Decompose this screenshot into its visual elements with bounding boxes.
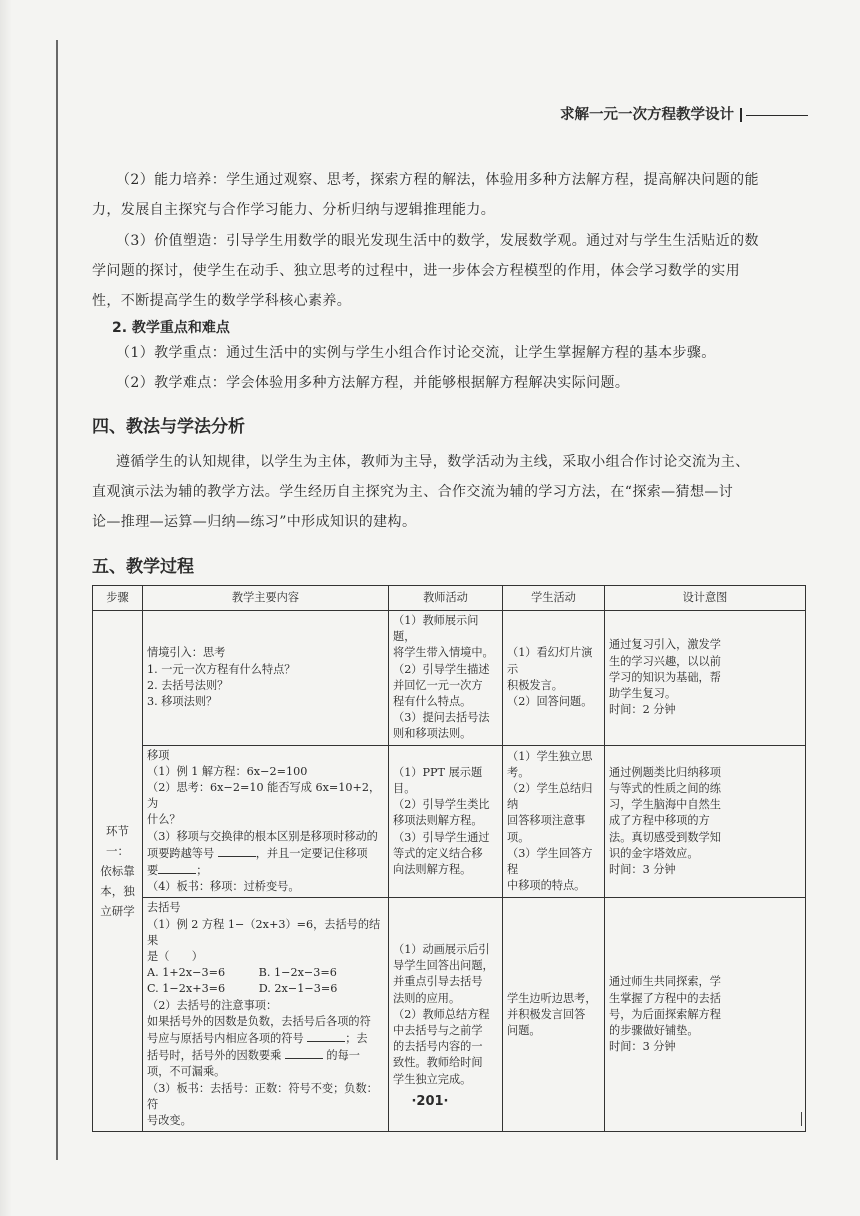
cell-line: 助学生复习。: [609, 686, 677, 700]
cell-line: [147, 1047, 384, 1064]
student-cell: [503, 745, 605, 898]
cell-line: （2）去括号的注意事项：: [147, 998, 278, 1012]
teacher-cell: [389, 611, 503, 746]
cell-line: 通过师生共同探索，学: [609, 975, 721, 989]
cell-line: 时间：2 分钟: [609, 703, 676, 717]
cell-line: （3）引导学生通过: [393, 830, 490, 844]
cell-line: 情境引入：思考: [147, 646, 226, 660]
teaching-process-table: [92, 585, 806, 1132]
text-line: （1）教学重点：通过生活中的实例与学生小组合作讨论交流，让学生掌握解方程的基本步骤。: [116, 345, 716, 361]
text-line: （2）能力培养：学生通过观察、思考，探索方程的解法，体验用多种方法解方程，提高解决问题的能: [116, 172, 759, 188]
cell-line: 3. 移项法则？: [147, 695, 218, 709]
content-cell: [143, 611, 389, 746]
cell-line: 的去括号内容的一: [393, 1040, 483, 1054]
cell-line: 成了方程中移项的方: [609, 814, 710, 828]
cell-line: 什么？: [147, 813, 181, 827]
cell-line: 时间：3 分钟: [609, 1040, 676, 1054]
cell-line: 1. 一元一次方程有什么特点？: [147, 662, 296, 676]
cell-line: （1）教师展示问题，: [393, 614, 479, 644]
cell-line: （1）例 2 方程 1−（2x+3）=6，去括号的结果: [147, 917, 381, 947]
running-header: [560, 103, 810, 124]
cell-line: （1）学生独立思考。: [507, 749, 593, 779]
cell-line: C. 1−2x+3=6 D. 2x−1−3=6: [147, 982, 338, 996]
step-label-line: 本，独: [100, 884, 135, 899]
cell-line: A. 1+2x−3=6 B. 1−2x−3=6: [147, 966, 337, 980]
header-bar: [740, 108, 742, 122]
content-cell: [143, 745, 389, 898]
cell-line: （4）板书：移项：过桥变号。: [147, 880, 300, 894]
ability-paragraph: [92, 165, 804, 225]
cell-line: 法。真切感受到数学知: [609, 830, 721, 844]
step-label-line: 依标靠: [100, 864, 135, 879]
cell-line: 回答移项注意事项。: [507, 814, 586, 844]
cell-line: 时间：3 分钟: [609, 863, 676, 877]
cell-line: 学习的知识为基础，帮: [609, 670, 721, 684]
cell-line: （1）动画展示后引: [393, 942, 490, 956]
cell-line: 生掌握了方程中的去括: [609, 991, 721, 1005]
cell-line: 则和移项法则。: [393, 727, 472, 741]
header-rule: [746, 115, 808, 116]
section-4-title: 四、教法与学法分析: [92, 417, 245, 437]
cell-line: 中移项的特点。: [507, 879, 586, 893]
cell-line: （2）学生总结归纳: [507, 782, 593, 812]
cell-line: 号，为后面探索解方程: [609, 1007, 721, 1021]
fill-blank: [307, 1030, 345, 1042]
column-header: 教学主要内容: [143, 586, 389, 611]
running-header-title: 求解一元一次方程教学设计: [560, 107, 734, 123]
text-line: （3）价值塑造：引导学生用数学的眼光发现生活中的数学，发展数学观。通过对与学生生活贴近的数: [116, 233, 759, 249]
column-header: 教师活动: [389, 586, 503, 611]
column-header: 步骤: [93, 586, 143, 611]
cell-line: 移项: [147, 748, 170, 762]
cell-line: 等式的定义结合移: [393, 846, 483, 860]
intent-cell: [605, 611, 806, 746]
text-line: 学问题的探讨，使学生在动手、独立思考的过程中，进一步体会方程模型的作用，体会学习数学的实用: [92, 263, 740, 279]
value-paragraph: [92, 226, 804, 316]
table-row: [93, 745, 806, 898]
cell-text: 要: [147, 864, 159, 878]
step-label-line: 立研学: [100, 904, 135, 919]
teacher-cell: [389, 745, 503, 898]
cell-line: 通过复习引入，激发学: [609, 638, 721, 652]
cell-line: （2）思考：6x−2=10 能否写成 6x=10+2，为: [147, 781, 381, 811]
cell-line: 导学生回答出问题，: [393, 959, 494, 973]
text-line: 论—推理—运算—归纳—练习”中形成知识的建构。: [92, 514, 417, 530]
cell-line: 与等式的性质之间的练: [609, 782, 721, 796]
step-label-line: 环节一：: [106, 824, 129, 859]
cell-line: 将学生带入情境中。: [393, 646, 494, 660]
cell-line: 通过例题类比归纳移项: [609, 765, 721, 779]
cell-line: （2）引导学生类比: [393, 798, 490, 812]
cell-line: （3）学生回答方程: [507, 846, 593, 877]
table-header-row: [93, 586, 806, 611]
cell-line: （3）移项与交换律的根本区别是移项时移动的: [147, 829, 378, 843]
cell-line: （1）PPT 展示题目。: [393, 765, 483, 796]
cell-line: [147, 845, 384, 862]
binding-edge: [56, 40, 58, 1160]
cell-line: 号改变。: [147, 1114, 192, 1128]
key-points-heading: 2. 教学重点和难点: [112, 320, 230, 336]
cell-line: 致性。教师给时间: [393, 1056, 483, 1070]
cell-line: 积极发言。: [507, 678, 563, 692]
fill-blank: [158, 862, 196, 874]
column-header: 设计意图: [605, 586, 806, 611]
cell-line: [147, 862, 384, 879]
text-line: 力，发展自主探究与合作学习能力、分析归纳与逻辑推理能力。: [92, 202, 496, 218]
key-point-paragraph: [92, 338, 804, 368]
cell-line: （2）回答问题。: [507, 695, 593, 709]
cell-line: 程有什么特点。: [393, 695, 472, 709]
cell-text: ；: [196, 864, 208, 878]
cell-line: 向法则解方程。: [393, 863, 472, 877]
fill-blank: [285, 1047, 323, 1059]
cell-line: 的步骤做好铺垫。: [609, 1023, 699, 1037]
cell-text: 括号时，括号外的因数要乘: [147, 1049, 282, 1063]
cell-text: 的每一: [326, 1049, 360, 1063]
text-line: 直观演示法为辅的教学方法。学生经历自主探究为主、合作交流为辅的学习方法，在“探索—猜想—讨: [92, 484, 734, 500]
cell-line: 识的金字塔效应。: [609, 846, 699, 860]
page-shadow: [0, 0, 12, 1216]
cell-line: 移项法则解方程。: [393, 814, 483, 828]
cell-line: 2. 去括号法则？: [147, 678, 229, 692]
cell-line: 并重点引导去括号: [393, 975, 483, 989]
cell-line: 问题。: [507, 1023, 541, 1037]
fill-blank: [218, 845, 256, 857]
cell-line: （3）板书：去括号：正数：符号不变；负数：符: [147, 1081, 378, 1111]
difficulty-paragraph: [92, 368, 804, 398]
student-cell: [503, 611, 605, 746]
cell-line: 去括号: [147, 901, 181, 915]
cell-line: 中去括号与之前学: [393, 1023, 483, 1037]
cell-text: ，并且一定要记住移项: [255, 846, 368, 860]
section-4-paragraph: [92, 447, 804, 537]
table-row: [93, 611, 806, 746]
cell-line: （1）例 1 解方程：6x−2=100: [147, 764, 308, 778]
cell-text: 项要跨越等号: [147, 846, 215, 860]
text-line: 遵循学生的认知规律，以学生为主体，教师为主导，数学活动为主线，采取小组合作讨论交流为主、: [116, 454, 750, 470]
cell-line: 学生边听边思考，: [507, 991, 597, 1005]
intent-cell: [605, 745, 806, 898]
section-5-title: 五、教学过程: [92, 557, 194, 577]
text-line: 性，不断提高学生的数学学科核心素养。: [92, 293, 352, 309]
cell-line: 并积极发言回答: [507, 1007, 586, 1021]
cell-line: 并回忆一元一次方: [393, 678, 483, 692]
cell-line: （1）看幻灯片演示: [507, 646, 593, 676]
cell-line: [147, 1030, 384, 1047]
cell-line: 学生独立完成。: [393, 1072, 472, 1086]
column-header: 学生活动: [503, 586, 605, 611]
cell-line: （2）教师总结方程: [393, 1007, 490, 1021]
cell-line: 生的学习兴趣，以以前: [609, 654, 721, 668]
cell-line: 项，不可漏乘。: [147, 1065, 226, 1079]
step-cell: [93, 611, 143, 1132]
text-line: （2）教学难点：学会体验用多种方法解方程，并能够根据解方程解决实际问题。: [116, 375, 630, 391]
cell-line: 法则的应用。: [393, 991, 461, 1005]
margin-mark: [801, 1112, 802, 1126]
cell-line: 是（ ）: [147, 950, 203, 964]
cell-text: 号应与原括号内相应各项的符号: [147, 1032, 304, 1046]
page-number: ·201·: [411, 1094, 449, 1109]
cell-line: 如果括号外的因数是负数，去括号后各项的符: [147, 1014, 371, 1028]
cell-line: （2）引导学生描述: [393, 662, 490, 676]
cell-line: （3）提问去括号法: [393, 711, 490, 725]
cell-line: 习，学生脑海中自然生: [609, 798, 721, 812]
cell-text: ；去: [345, 1032, 368, 1046]
